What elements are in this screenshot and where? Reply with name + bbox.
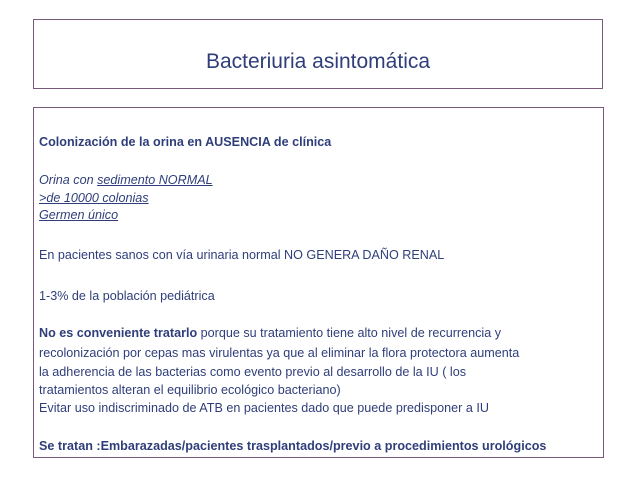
criteria-line-1 [39, 172, 213, 188]
conclusion-statement: Se tratan :Embarazadas/pacientes trasplantados/previo a procedimientos urológicos [39, 439, 547, 453]
treatment-line-1 [39, 325, 501, 341]
content-box [33, 107, 604, 458]
criteria-line-3: Germen único [39, 208, 119, 222]
treatment-line-5: Evitar uso indiscriminado de ATB en pacientes dado que puede predisponer a IU [39, 401, 489, 415]
treatment-line-2: recolonización por cepas mas virulentas ya que al eliminar la flora protectora aumenta [39, 346, 520, 360]
slide-title: Bacteriuria asintomática [205, 50, 431, 73]
renal-statement: En pacientes sanos con vía urinaria normal NO GENERA DAÑO RENAL [39, 248, 445, 262]
treatment-line-4: tratamientos alteran el equilibrio ecológico bacteriano) [39, 383, 341, 397]
criteria-line-1-prefix: Orina con [39, 173, 98, 187]
criteria-line-1-underlined: sedimento NORMAL [97, 173, 213, 187]
treatment-bold-lead: No es conveniente tratarlo [39, 326, 198, 340]
definition-heading: Colonización de la orina en AUSENCIA de clínica [39, 135, 332, 149]
title-box [33, 19, 603, 89]
treatment-line-3: la adherencia de las bacterias como evento previo al desarrollo de la IU ( los [39, 365, 467, 379]
criteria-line-2: >de 10000 colonias [39, 191, 149, 205]
prevalence-statement: 1-3% de la población pediátrica [39, 289, 215, 303]
treatment-line-1-rest: porque su tratamiento tiene alto nivel de recurrencia y [197, 326, 501, 340]
